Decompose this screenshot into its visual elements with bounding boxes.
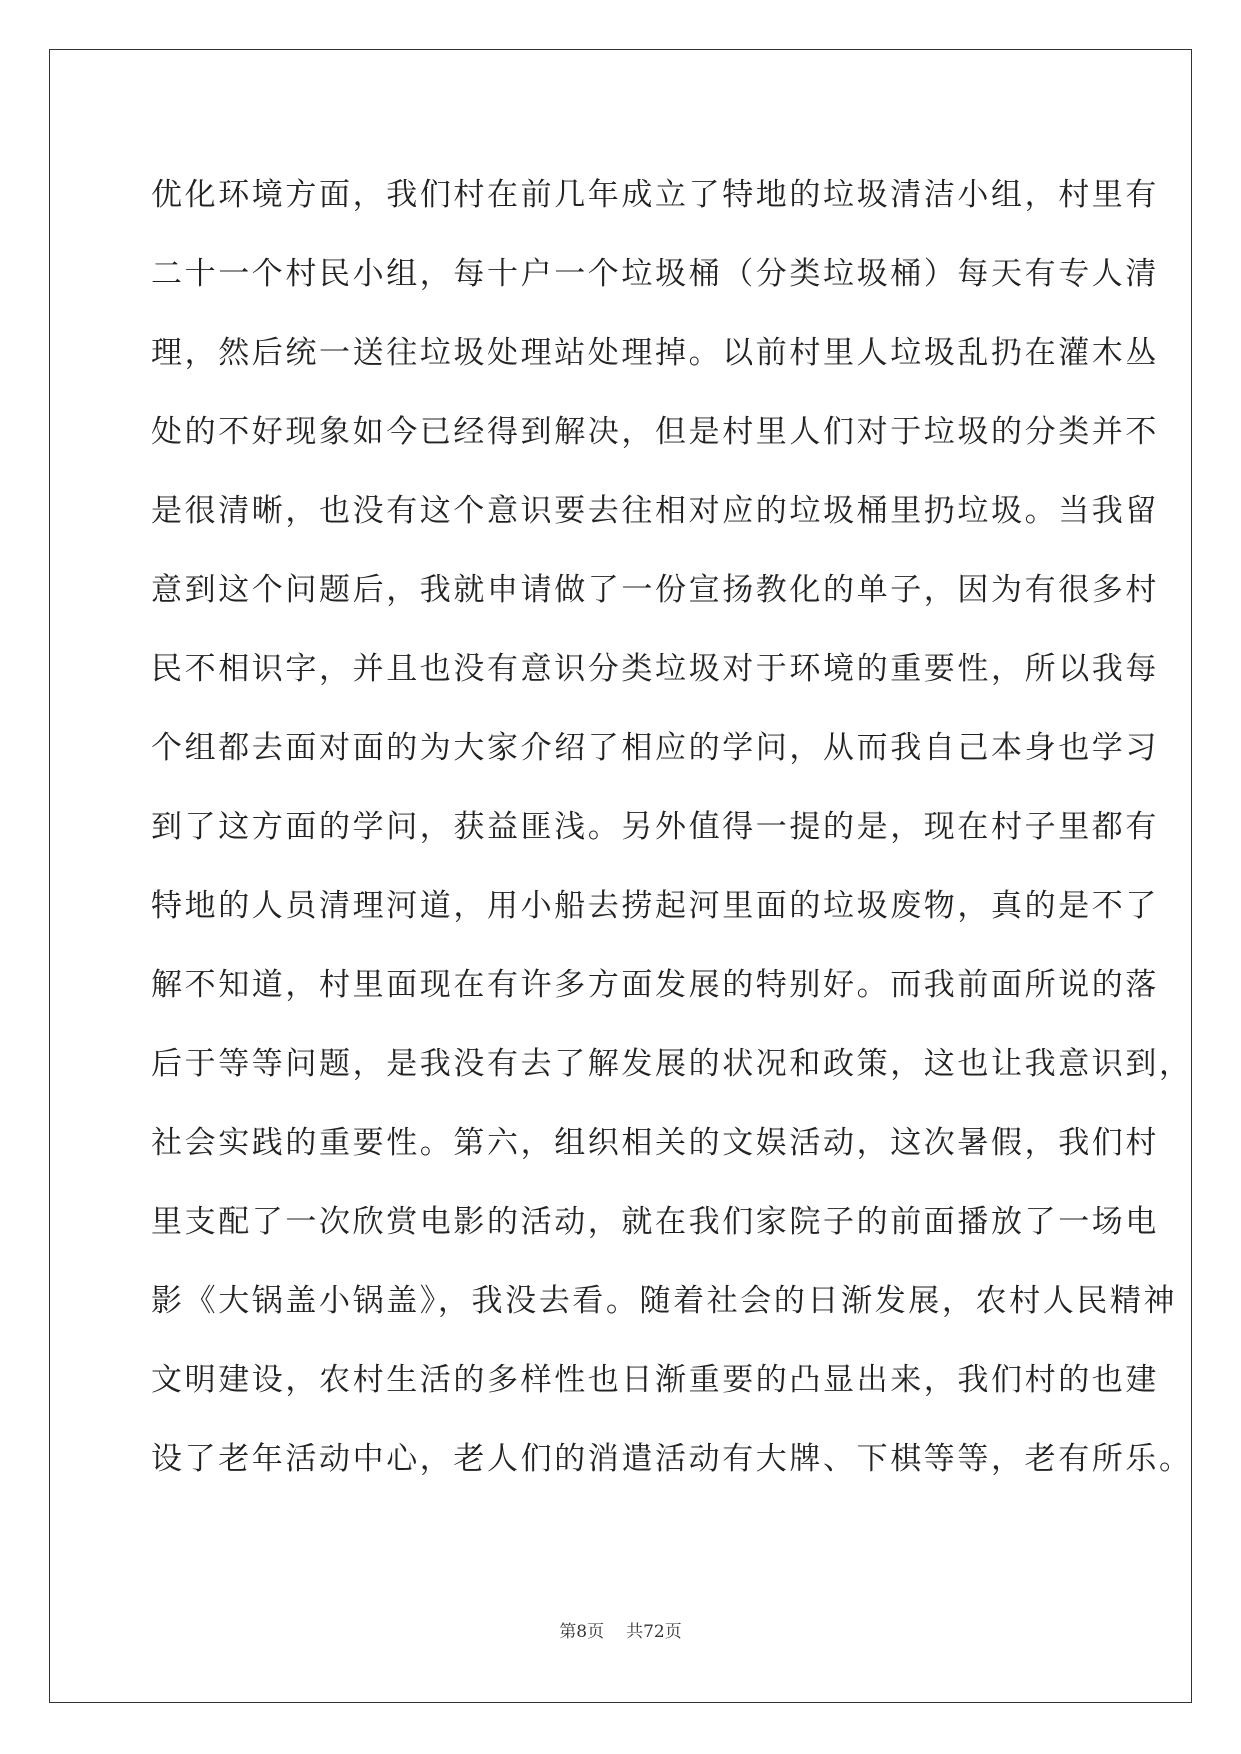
text-line-6: 意到这个问题后，我就申请做了一份宣扬教化的单子，因为有很多村 bbox=[151, 572, 1159, 608]
text-line-1: 优化环境方面，我们村在前几年成立了特地的垃圾清洁小组，村里有 bbox=[151, 177, 1159, 213]
text-line-16: 文明建设，农村生活的多样性也日渐重要的凸显出来，我们村的也建 bbox=[151, 1362, 1159, 1398]
text-line-14: 里支配了一次欣赏电影的活动，就在我们家院子的前面播放了一场电 bbox=[151, 1204, 1159, 1240]
text-line-15: 影《大锅盖小锅盖》，我没去看。随着社会的日渐发展，农村人民精神 bbox=[151, 1283, 1178, 1319]
text-line-7: 民不相识字，并且也没有意识分类垃圾对于环境的重要性，所以我每 bbox=[151, 651, 1159, 687]
text-line-4: 处的不好现象如今已经得到解决，但是村里人们对于垃圾的分类并不 bbox=[151, 414, 1159, 450]
text-line-5: 是很清晰，也没有这个意识要去往相对应的垃圾桶里扔垃圾。当我留 bbox=[151, 493, 1159, 529]
text-line-8: 个组都去面对面的为大家介绍了相应的学问，从而我自己本身也学习 bbox=[151, 730, 1159, 766]
text-line-17: 设了老年活动中心，老人们的消遣活动有大牌、下棋等等，老有所乐。 bbox=[151, 1441, 1193, 1477]
text-line-11: 解不知道，村里面现在有许多方面发展的特别好。而我前面所说的落 bbox=[151, 967, 1159, 1003]
text-line-3: 理，然后统一送往垃圾处理站处理掉。以前村里人垃圾乱扔在灌木丛 bbox=[151, 335, 1159, 371]
text-line-12: 后于等等问题，是我没有去了解发展的状况和政策，这也让我意识到， bbox=[151, 1046, 1193, 1082]
page-number: 第8页 bbox=[559, 1622, 605, 1642]
text-line-13: 社会实践的重要性。第六，组织相关的文娱活动，这次暑假，我们村 bbox=[151, 1125, 1159, 1161]
text-line-2: 二十一个村民小组，每十户一个垃圾桶（分类垃圾桶）每天有专人清 bbox=[151, 256, 1159, 292]
body-text bbox=[151, 156, 1193, 1499]
page-total: 共72页 bbox=[626, 1622, 682, 1642]
page-footer bbox=[0, 1617, 1241, 1642]
text-line-9: 到了这方面的学问，获益匪浅。另外值得一提的是，现在村子里都有 bbox=[151, 809, 1159, 845]
text-line-10: 特地的人员清理河道，用小船去捞起河里面的垃圾废物，真的是不了 bbox=[151, 888, 1159, 924]
